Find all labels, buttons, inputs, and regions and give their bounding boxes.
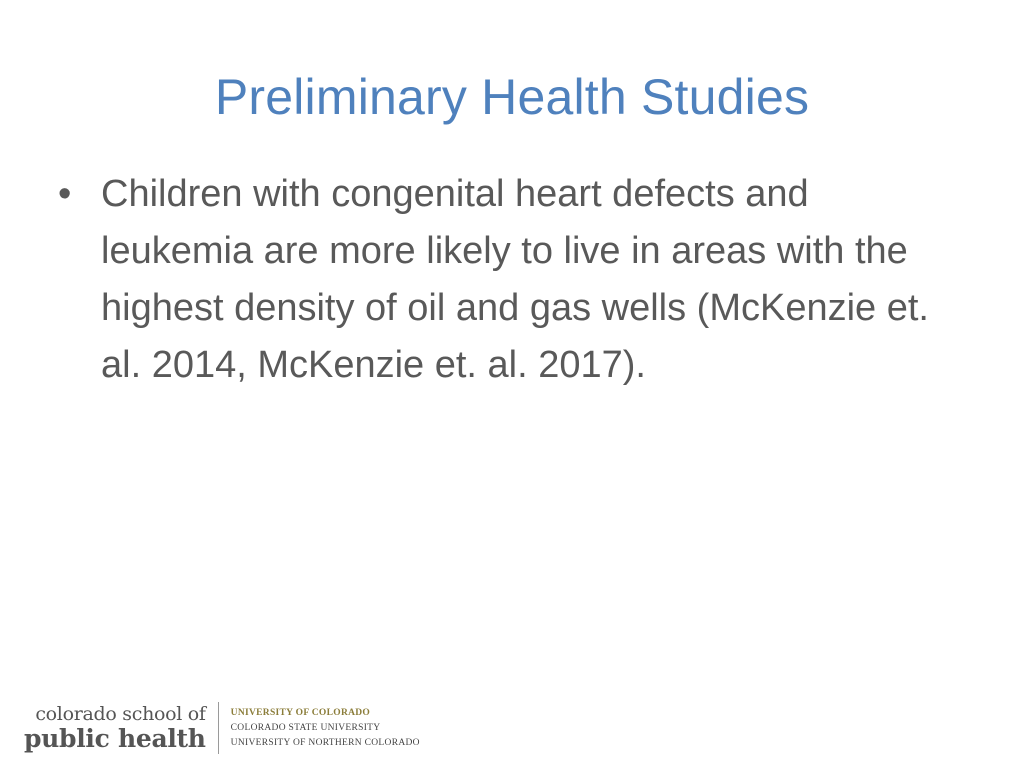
- bullet-list: [58, 166, 963, 394]
- slide-title: Preliminary Health Studies: [214, 69, 810, 125]
- school-logo: [24, 700, 420, 756]
- logo-divider: [218, 702, 219, 754]
- university-list: [231, 706, 420, 751]
- university-northern-colorado: UNIVERSITY OF NORTHERN COLORADO: [230, 737, 420, 748]
- bullet-dot-icon: •: [58, 173, 72, 215]
- logo-line-public-health: public health: [24, 724, 206, 753]
- logo-line-school: colorado school of: [35, 703, 206, 725]
- logo-wordmark: [24, 703, 218, 753]
- bullet-text: Children with congenital heart defects and leukemia are more likely to live in areas with the highest density of oil and gas wells (McKenzie et. al. 2014, McKenzie et. al. 2017).: [101, 173, 929, 386]
- bullet-item: [58, 166, 963, 394]
- university-colorado: UNIVERSITY OF COLORADO: [230, 707, 371, 718]
- university-colorado-state: COLORADO STATE UNIVERSITY: [230, 722, 381, 733]
